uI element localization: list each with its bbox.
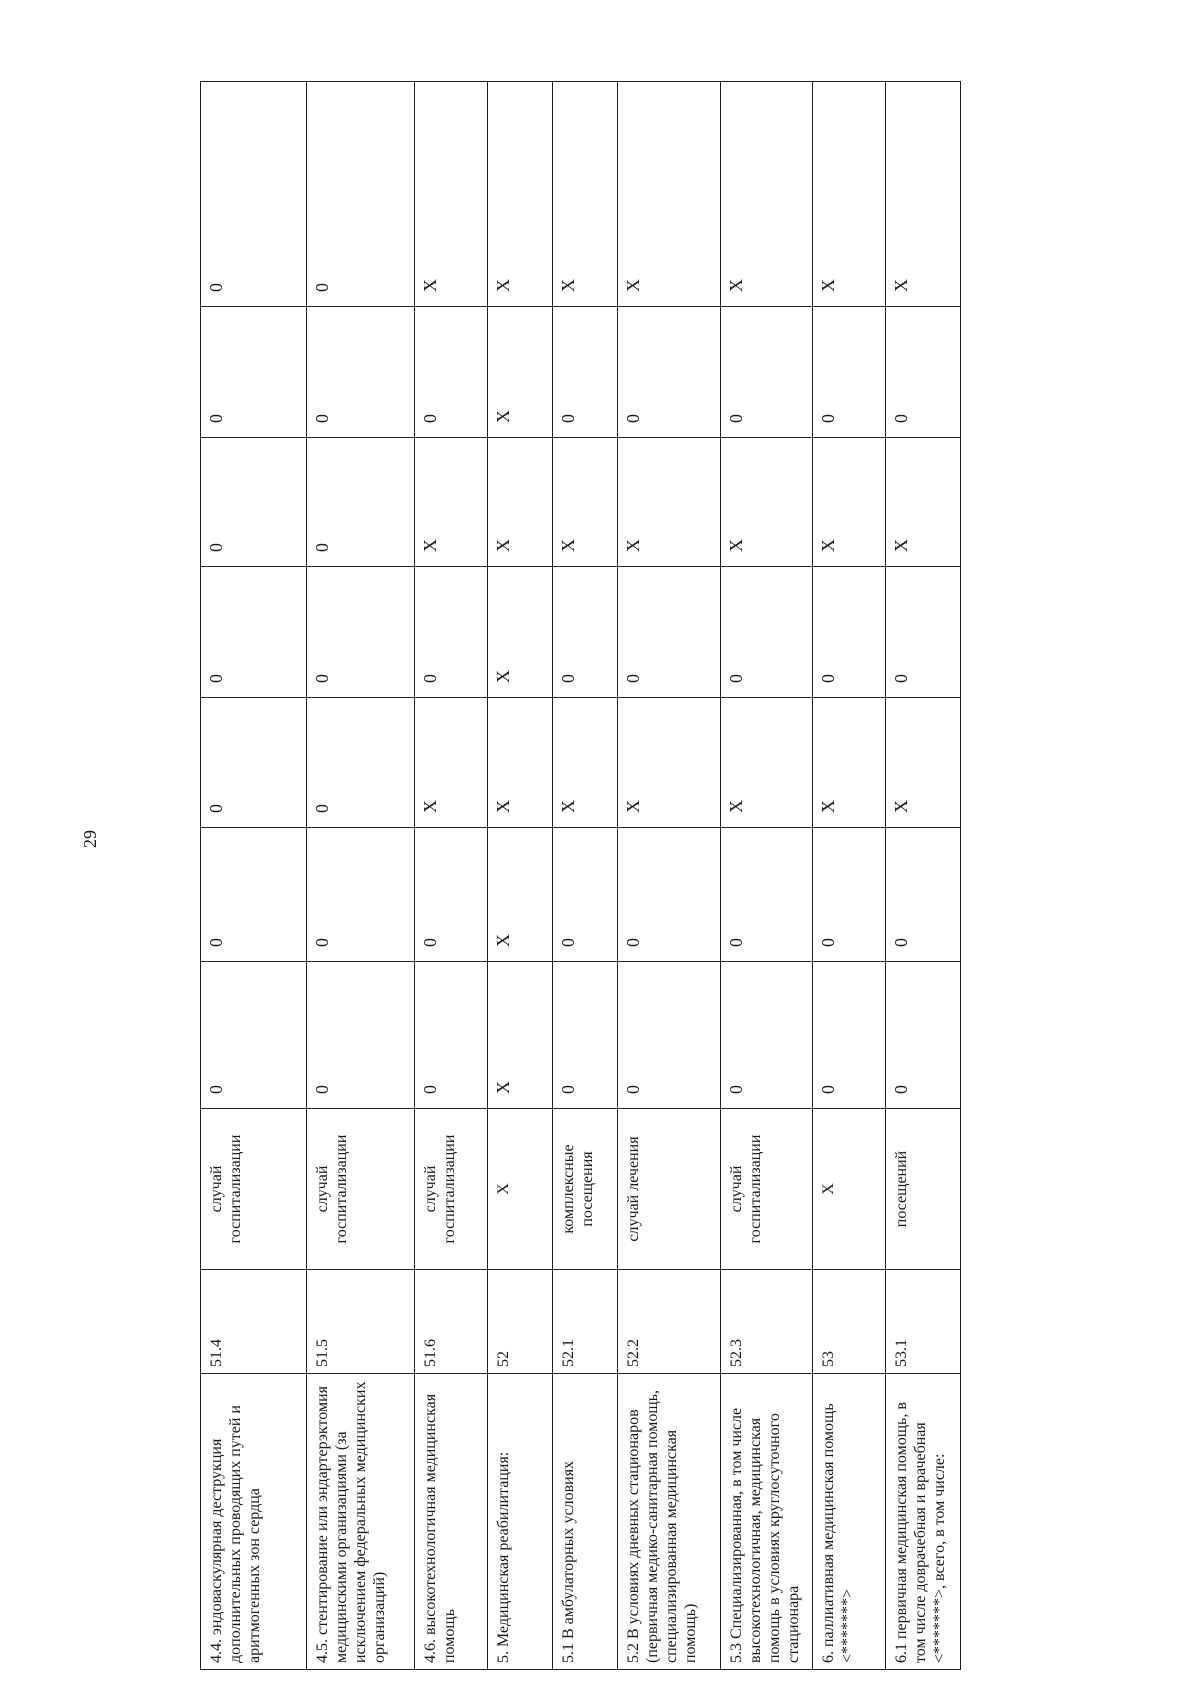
row-value-cell: 0 <box>307 307 415 438</box>
row-value-cell: 0 <box>813 962 886 1109</box>
row-name-cell: 5.2 В условиях дневных стационаров (первичная медико-санитарная помощь, специализированная медицинская помощь) <box>618 1374 721 1670</box>
row-value-cell: Х <box>415 82 488 307</box>
row-code-cell: 52.1 <box>553 1270 618 1374</box>
row-value-cell: 0 <box>721 828 813 962</box>
row-value-cell: 0 <box>618 567 721 698</box>
row-unit-cell: случай госпитализации <box>415 1109 488 1270</box>
row-code-cell: 51.5 <box>307 1270 415 1374</box>
row-value-cell: 0 <box>553 962 618 1109</box>
row-value-cell: Х <box>488 82 553 307</box>
row-code-cell: 53.1 <box>886 1270 961 1374</box>
row-value-cell: 0 <box>201 307 307 438</box>
row-value-cell: 0 <box>307 828 415 962</box>
row-value-cell: Х <box>721 698 813 828</box>
row-value-cell: Х <box>488 307 553 438</box>
data-table <box>200 81 961 1670</box>
row-code-cell: 53 <box>813 1270 886 1374</box>
table-body <box>201 82 961 1670</box>
row-value-cell: Х <box>721 82 813 307</box>
row-name-cell: 4.4. эндоваскулярная деструкция дополнительных проводящих путей и аритмогенных зон сердца <box>201 1374 307 1670</box>
row-value-cell: Х <box>488 698 553 828</box>
row-value-cell: Х <box>488 828 553 962</box>
row-value-cell: Х <box>488 962 553 1109</box>
row-value-cell: 0 <box>201 82 307 307</box>
row-value-cell: Х <box>553 438 618 567</box>
row-value-cell: 0 <box>307 567 415 698</box>
row-name-cell: 4.5. стентирование или эндартерэктомия медицинскими организациями (за исключением федеральных медицинских организаций) <box>307 1374 415 1670</box>
row-value-cell: 0 <box>307 82 415 307</box>
row-value-cell: 0 <box>201 567 307 698</box>
row-unit-cell: случай госпитализации <box>201 1109 307 1270</box>
table-row <box>618 82 721 1670</box>
row-value-cell: 0 <box>553 567 618 698</box>
row-value-cell: 0 <box>307 962 415 1109</box>
row-value-cell: 0 <box>415 828 488 962</box>
row-code-cell: 52 <box>488 1270 553 1374</box>
row-unit-cell: случай лечения <box>618 1109 721 1270</box>
row-value-cell: Х <box>813 698 886 828</box>
table-row <box>201 82 307 1670</box>
row-value-cell: 0 <box>553 307 618 438</box>
row-value-cell: 0 <box>721 307 813 438</box>
table-row <box>488 82 553 1670</box>
row-value-cell: 0 <box>415 307 488 438</box>
row-value-cell: Х <box>618 438 721 567</box>
row-value-cell: 0 <box>618 307 721 438</box>
row-value-cell: 0 <box>886 828 961 962</box>
row-value-cell: 0 <box>201 698 307 828</box>
row-code-cell: 52.2 <box>618 1270 721 1374</box>
row-value-cell: 0 <box>307 438 415 567</box>
table-row <box>415 82 488 1670</box>
row-unit-cell: посещений <box>886 1109 961 1270</box>
row-value-cell: 0 <box>886 567 961 698</box>
row-value-cell: Х <box>886 698 961 828</box>
row-unit-cell: случай госпитализации <box>721 1109 813 1270</box>
row-value-cell: Х <box>618 82 721 307</box>
table-row <box>553 82 618 1670</box>
row-value-cell: 0 <box>201 828 307 962</box>
row-value-cell: 0 <box>813 567 886 698</box>
row-value-cell: Х <box>488 567 553 698</box>
row-unit-cell: случай госпитализации <box>307 1109 415 1270</box>
row-value-cell: Х <box>886 82 961 307</box>
row-value-cell: Х <box>488 438 553 567</box>
row-name-cell: 4.6. высокотехнологичная медицинская помощь <box>415 1374 488 1670</box>
table-row <box>721 82 813 1670</box>
row-value-cell: 0 <box>618 962 721 1109</box>
row-value-cell: Х <box>886 438 961 567</box>
row-code-cell: 52.3 <box>721 1270 813 1374</box>
row-value-cell: 0 <box>886 307 961 438</box>
row-value-cell: 0 <box>201 962 307 1109</box>
page-number: 29 <box>80 830 100 848</box>
row-name-cell: 6.1 первичная медицинская помощь, в том числе доврачебная и врачебная <*******>, всего, в том числе: <box>886 1374 961 1670</box>
row-unit-cell: Х <box>488 1109 553 1270</box>
row-value-cell: 0 <box>618 828 721 962</box>
row-value-cell: Х <box>721 438 813 567</box>
row-value-cell: Х <box>553 698 618 828</box>
row-value-cell: Х <box>553 82 618 307</box>
row-value-cell: Х <box>415 698 488 828</box>
row-value-cell: 0 <box>813 307 886 438</box>
row-value-cell: 0 <box>307 698 415 828</box>
row-value-cell: Х <box>618 698 721 828</box>
row-value-cell: 0 <box>553 828 618 962</box>
table-row <box>886 82 961 1670</box>
row-name-cell: 5.3 Специализированная, в том числе высокотехнологичная, медицинская помощь в условиях круглосуточного стационара <box>721 1374 813 1670</box>
rotated-table-container <box>200 82 961 1670</box>
table-row <box>307 82 415 1670</box>
row-name-cell: 5.1 В амбулаторных условиях <box>553 1374 618 1670</box>
row-value-cell: Х <box>813 82 886 307</box>
table-row <box>813 82 886 1670</box>
row-name-cell: 6. паллиативная медицинская помощь <*******> <box>813 1374 886 1670</box>
row-value-cell: 0 <box>721 962 813 1109</box>
row-value-cell: 0 <box>415 962 488 1109</box>
row-value-cell: Х <box>415 438 488 567</box>
row-unit-cell: Х <box>813 1109 886 1270</box>
row-value-cell: 0 <box>415 567 488 698</box>
row-value-cell: Х <box>813 438 886 567</box>
row-value-cell: 0 <box>201 438 307 567</box>
row-code-cell: 51.4 <box>201 1270 307 1374</box>
row-value-cell: 0 <box>886 962 961 1109</box>
row-unit-cell: комплексные посещения <box>553 1109 618 1270</box>
row-value-cell: 0 <box>721 567 813 698</box>
row-value-cell: 0 <box>813 828 886 962</box>
row-code-cell: 51.6 <box>415 1270 488 1374</box>
row-name-cell: 5. Медицинская реабилитация: <box>488 1374 553 1670</box>
